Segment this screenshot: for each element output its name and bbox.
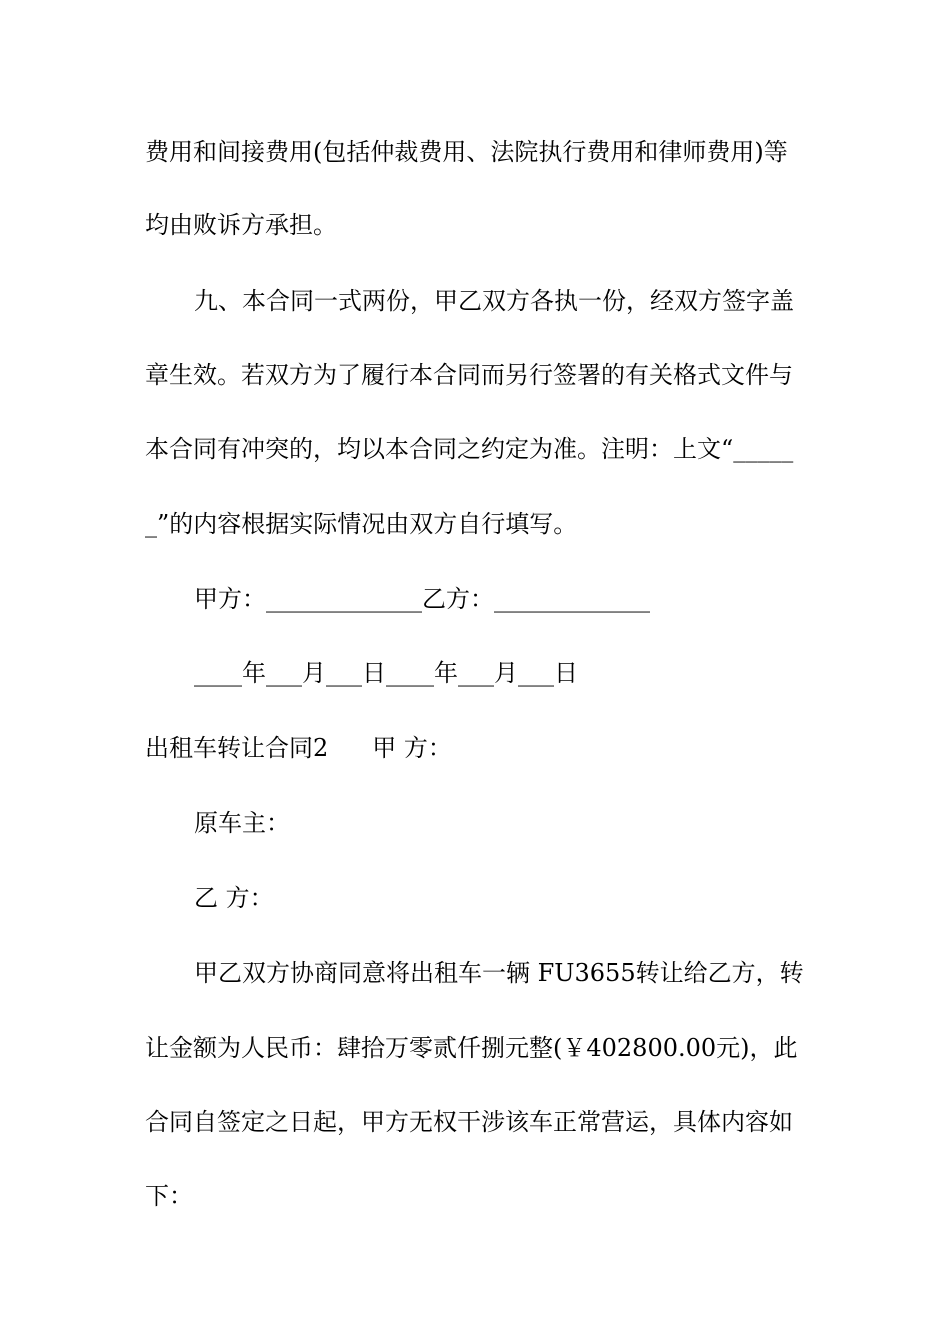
party-b-label: 乙 方：: [194, 884, 274, 912]
paragraph-line: 章生效。若双方为了履行本合同而另行签署的有关格式文件与: [145, 361, 793, 389]
paragraph-line: 让金额为人民币：肆拾万零贰仟捌元整(￥402800.00元)，此: [145, 1034, 798, 1062]
paragraph-line: 甲乙双方协商同意将出租车一辆 FU3655转让给乙方，转: [194, 959, 804, 987]
signature-line: 甲方：_____________乙方：_____________: [194, 585, 650, 613]
paragraph-line: _”的内容根据实际情况由双方自行填写。: [145, 510, 578, 538]
contract-title: 出租车转让合同2: [145, 734, 329, 762]
paragraph-line: 均由败诉方承担。: [145, 211, 337, 239]
paragraph-line: 下：: [145, 1182, 193, 1210]
paragraph-line: 本合同有冲突的，均以本合同之约定为准。注明：上文“_____: [145, 435, 794, 463]
clause-nine-line: 九、本合同一式两份，甲乙双方各执一份，经双方签字盖: [194, 287, 794, 315]
contract-heading-line: [0, 732, 950, 764]
paragraph-line: 合同自签定之日起，甲方无权干涉该车正常营运，具体内容如: [145, 1108, 793, 1136]
original-owner-label: 原车主：: [194, 809, 290, 837]
paragraph-line: 费用和间接费用(包括仲裁费用、法院执行费用和律师费用)等: [145, 138, 788, 166]
date-line: ____年___月___日____年___月___日: [194, 659, 578, 687]
party-a-label: 甲 方：: [372, 734, 452, 762]
